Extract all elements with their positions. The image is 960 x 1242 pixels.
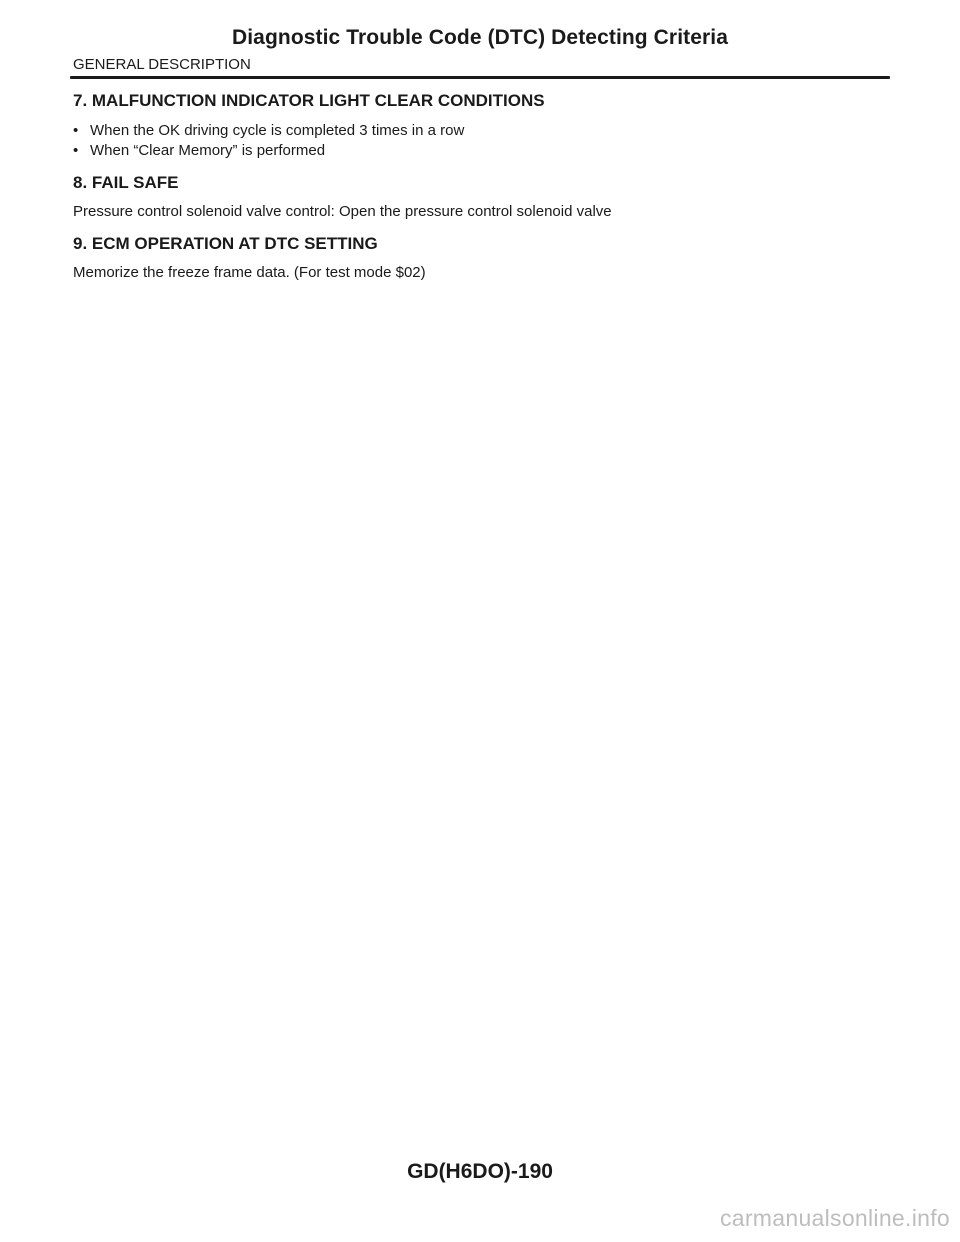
bullet-icon: • [73,142,79,159]
bullet-text: When the OK driving cycle is completed 3 times in a row [90,122,465,139]
bullet-icon: • [73,122,79,139]
bullet-text: When “Clear Memory” is performed [90,142,326,159]
page-number: GD(H6DO)-190 [407,1160,553,1183]
section-mil-clear-conditions [73,90,883,161]
section-heading: 8. FAIL SAFE [73,173,179,192]
section-heading: 7. MALFUNCTION INDICATOR LIGHT CLEAR CONDITIONS [73,91,545,110]
bullet-list [73,121,883,161]
header-rule [70,76,890,79]
section-ecm-operation [73,233,883,283]
content [73,90,883,294]
section-heading: 9. ECM OPERATION AT DTC SETTING [73,234,378,253]
section-text: Pressure control solenoid valve control: Open the pressure control solenoid valve [73,203,612,220]
list-item [73,121,883,141]
list-item [73,141,883,161]
page-subtitle: GENERAL DESCRIPTION [73,56,251,73]
watermark: carmanualsonline.info [719,1205,950,1231]
section-text: Memorize the freeze frame data. (For test mode $02) [73,264,426,281]
section-fail-safe [73,172,883,222]
page-title: Diagnostic Trouble Code (DTC) Detecting Criteria [231,26,728,49]
